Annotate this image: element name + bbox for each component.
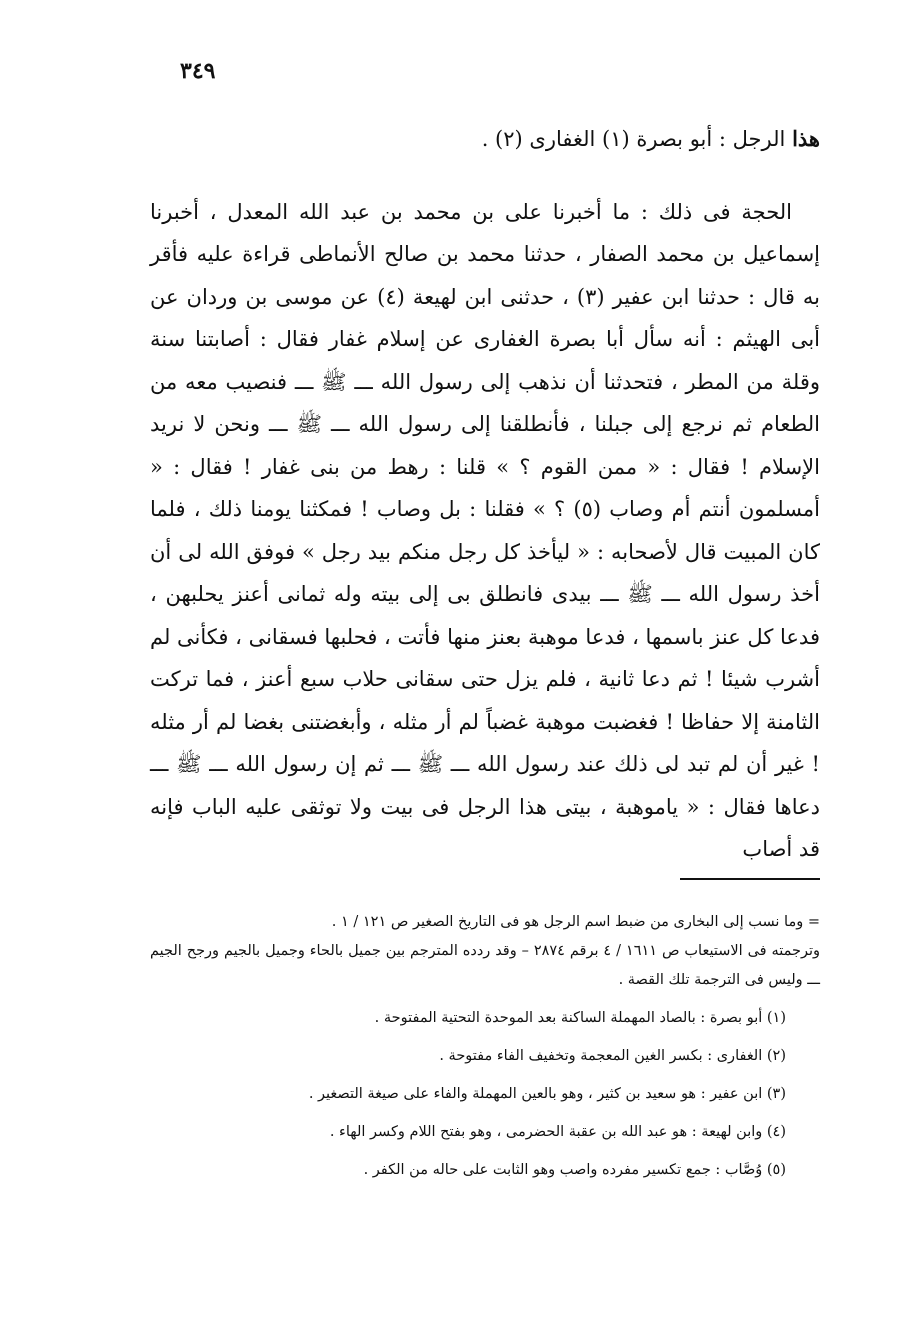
footnote-continuation-1: = وما نسب إلى البخارى من ضبط اسم الرجل هو فى التاريخ الصغير ص ١٢١ / ١ . xyxy=(331,914,820,930)
footnote-5: (٥) وُصَّاب : جمع تكسير مفرده واصب وهو الثابت على حاله من الكفر . xyxy=(363,1162,786,1178)
footnote-2: (٢) الغفارى : بكسر الغين المعجمة وتخفيف الفاء مفتوحة . xyxy=(439,1048,786,1064)
lead-bold-word: هذا xyxy=(792,126,820,151)
lead-line xyxy=(150,118,820,161)
footnote-divider xyxy=(680,878,820,880)
footnote-4: (٤) وابن لهيعة : هو عبد الله بن عقبة الحضرمى ، وهو بفتح اللام وكسر الهاء . xyxy=(329,1124,786,1140)
body-paragraph: الحجة فى ذلك : ما أخبرنا على بن محمد بن عبد الله المعدل ، أخبرنا إسماعيل بن محمد الصفار ، حدثنا محمد بن صالح الأنماطى قراءة عليه فأقر به قال : حدثنا ابن عفير (٣) ، حدثنى ابن لهيعة (٤) عن موسى بن وردان عن أبى الهيثم : أنه سأل أبا بصرة الغفارى عن إسلام غفار فقال : أصابتنا سنة وقلة من المطر ، فتحدثنا أن نذهب إلى رسول الله ـــ ﷺ ـــ فنصيب معه من الطعام ثم نرجع إلى جبلنا ، فأنطلقنا إلى رسول الله ـــ ﷺ ـــ ونحن لا نريد الإسلام ! فقال : « ممن القوم ؟ » قلنا : رهط من بنى غفار ! فقال : « أمسلمون أنتم أم وصاب (٥) ؟ » فقلنا : بل وصاب ! فمكثنا يومنا ذلك ، فلما كان المبيت قال لأصحابه : « ليأخذ كل رجل منكم بيد رجل » فوفق الله لى أن أخذ رسول الله ـــ ﷺ ـــ بيدى فانطلق بى إلى بيته وله ثمانى أعنز يحلبهن ، فدعا كل عنز باسمها ، فدعا موهبة بعنز منها فأتت ، فحلبها فسقانى ، فكأنى لم أشرب شيئا ! ثم دعا ثانية ، فلم يزل حتى سقانى حلاب سبع أعنز ، فما تركت الثامنة إلا حفاظا ! فغضبت موهبة غضباً لم أر مثله ، وأبغضتنى بغضا لم أر مثله ! غير أن لم تبد لى ذلك عند رسول الله ـــ ﷺ ـــ ثم إن رسول الله ـــ ﷺ ـــ دعاها فقال : « ياموهبة ، بيتى هذا الرجل فى بيت ولا توثقى عليه الباب فإنه قد أصاب xyxy=(150,199,821,861)
footnote-continuation-2: وترجمته فى الاستيعاب ص ١٦١١ / ٤ برقم ٢٨٧٤ – وقد ردده المترجم بين جميل بالحاء وجميل بالجيم ورجح الجيم ـــ وليس فى الترجمة تلك القصة . xyxy=(150,943,821,988)
page-number: ٣٤٩ xyxy=(180,58,216,84)
footnotes xyxy=(150,908,820,1185)
footnote-1: (١) أبو بصرة : بالصاد المهملة الساكنة بعد الموحدة التحتية المفتوحة . xyxy=(374,1010,786,1026)
main-text xyxy=(150,118,820,871)
footnote-3: (٣) ابن عفير : هو سعيد بن كثير ، وهو بالعين المهملة والفاء على صيغة التصغير . xyxy=(308,1086,786,1102)
lead-text: الرجل : أبو بصرة (١) الغفارى (٢) . xyxy=(481,127,786,151)
